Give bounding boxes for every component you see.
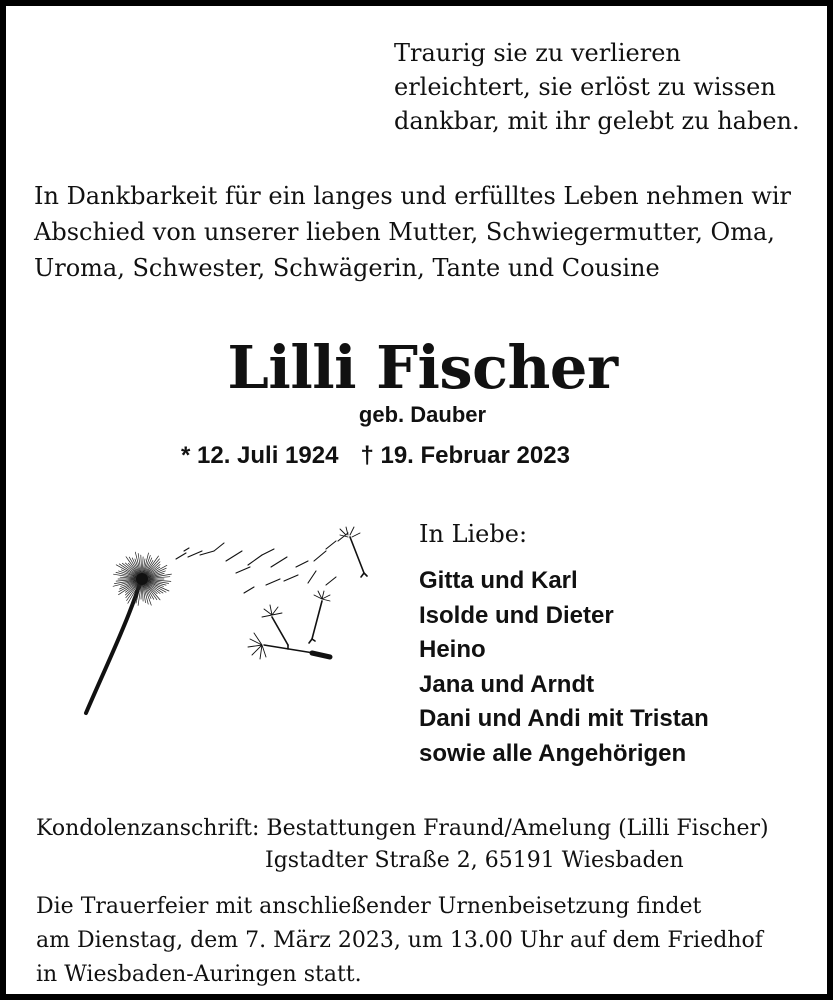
mourner-name: Gitta und Karl: [419, 567, 578, 594]
funeral-info: [36, 890, 763, 992]
funeral-line: in Wiesbaden-Auringen statt.: [36, 962, 362, 987]
mourner-name: Jana und Arndt: [419, 670, 595, 698]
mourner-name: sowie alle Angehörigen: [419, 739, 687, 767]
funeral-line: am Dienstag, dem 7. März 2023, um 13.00 Uhr auf dem Friedhof: [36, 928, 763, 953]
condolence-address-line: Kondolenzanschrift: Bestattungen Fraund/Amelung (Lilli Fischer): [36, 816, 769, 841]
intro-line: Uroma, Schwester, Schwägerin, Tante und Cousine: [34, 254, 660, 282]
poem-line: erleichtert, sie erlöst zu wissen: [394, 73, 776, 101]
intro-line: Abschied von unserer lieben Mutter, Schwiegermutter, Oma,: [34, 218, 775, 246]
mourners-list: [419, 564, 709, 771]
poem-line: Traurig sie zu verlieren: [394, 39, 681, 67]
life-dates: [181, 440, 570, 472]
death-date: † 19. Februar 2023: [360, 442, 570, 469]
dandelion-icon: [76, 521, 376, 731]
poem-line: dankbar, mit ihr gelebt zu haben.: [394, 107, 800, 135]
mourner-name: Heino: [419, 636, 486, 663]
condolence-street: Igstadter Straße 2, 65191 Wiesbaden: [265, 848, 684, 873]
mourners-intro: In Liebe:: [419, 520, 528, 548]
birth-name: geb. Dauber: [358, 402, 487, 427]
mourner-name: Isolde und Dieter: [419, 601, 614, 629]
funeral-line: Die Trauerfeier mit anschließender Urnenbeisetzung findet: [36, 894, 702, 919]
poem: [394, 36, 800, 138]
intro-line: In Dankbarkeit für ein langes und erfülltes Leben nehmen wir: [34, 182, 792, 210]
deceased-name: Lilli Fischer: [227, 333, 618, 402]
mourner-name: Dani und Andi mit Tristan: [419, 705, 709, 732]
birth-date: * 12. Juli 1924: [181, 442, 339, 469]
intro-text: [34, 178, 791, 286]
